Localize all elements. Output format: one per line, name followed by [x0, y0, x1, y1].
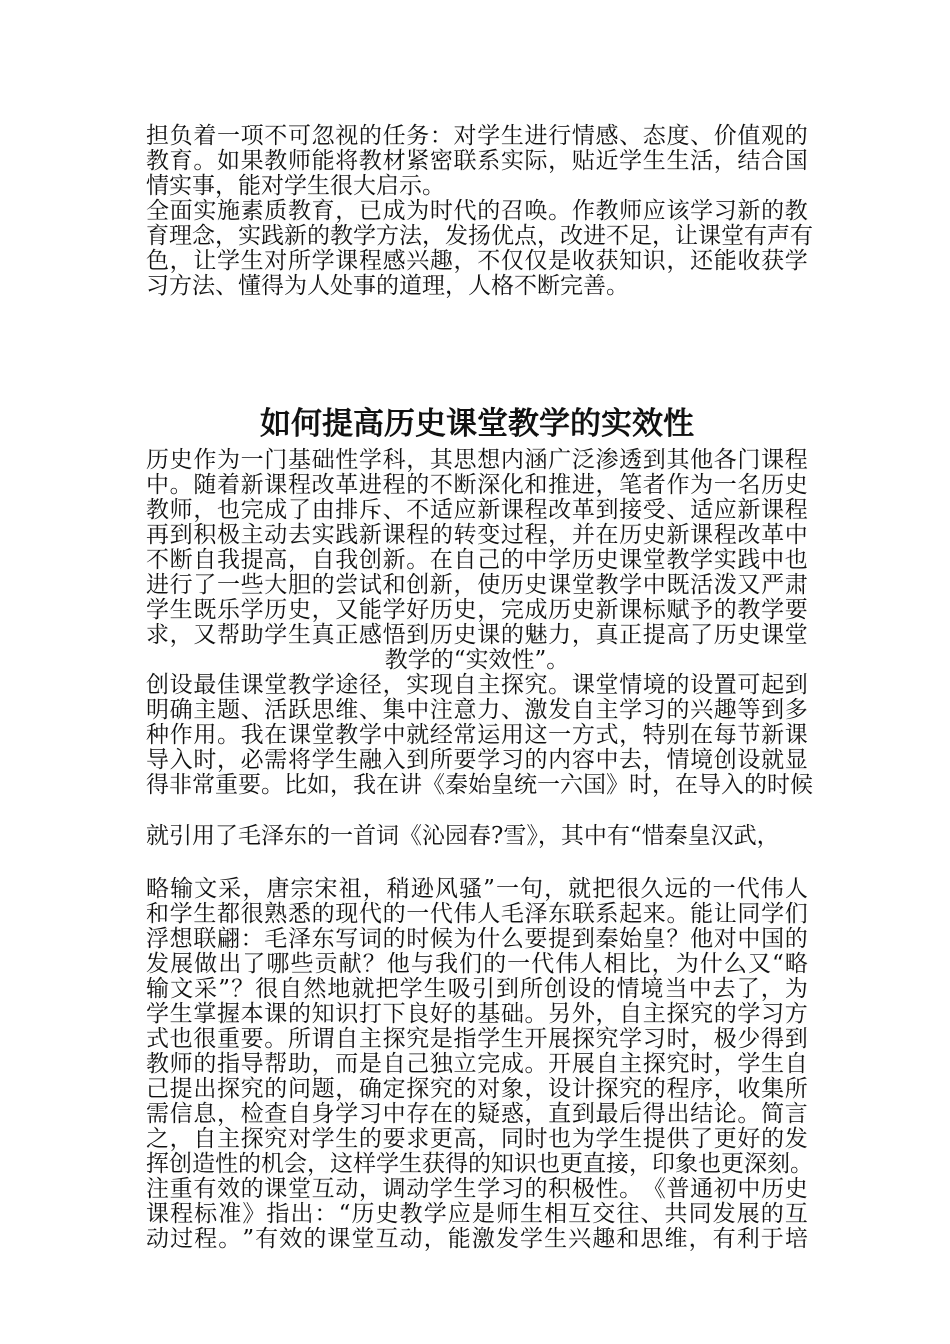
- top-paragraph-2: [146, 198, 813, 299]
- article-intro: [146, 447, 813, 1252]
- text-line: 得 非 常 重 要 。 比 如 ， 我 在 讲 《 秦 始 皇 统 一 六 国 》 时 ， 在 导 入 的 时 候: [146, 772, 813, 798]
- text-line: 教 师 ， 也 完 成 了 由 排 斥 、 不 适 应 新 课 程 改 革 到 接 受 、 适 应 新 课 程: [146, 497, 808, 523]
- text-line: 式 也 很 重 要 。 所 谓 自 主 探 究 是 指 学 生 开 展 探 究 学 习 时 ， 极 少 得 到: [146, 1026, 808, 1052]
- text-line: 需 信 息 ， 检 查 自 身 学 习 中 存 在 的 疑 惑 ， 直 到 最 后 得 出 结 论 。 简 言: [146, 1101, 808, 1127]
- text-line: 导 入 时 ， 必 需 将 学 生 融 入 到 所 要 学 习 的 内 容 中 去 ， 情 境 创 设 就 显: [146, 747, 808, 773]
- text-line: 色 ， 让 学 生 对 所 学 课 程 感 兴 趣 ， 不 仅 仅 是 收 获 知 识 ， 还 能 收 获 学: [146, 248, 808, 274]
- text-line: 创 设 最 佳 课 堂 教 学 途 径 ， 实 现 自 主 探 究 。 课 堂 情 境 的 设 置 可 起 到: [146, 672, 808, 698]
- top-paragraph-1: [146, 124, 808, 199]
- text-line: 教 师 的 指 导 帮 助 ， 而 是 自 己 独 立 完 成 。 开 展 自 主 探 究 时 ， 学 生 自: [146, 1051, 808, 1077]
- text-line: 育 理 念 ， 实 践 新 的 教 学 方 法 ， 发 扬 优 点 ， 改 进 不 足 ， 让 课 堂 有 声 有: [146, 223, 813, 249]
- text-line: 输 文 采 ” ？ 很 自 然 地 就 把 学 生 吸 引 到 所 创 设 的 情 境 当 中 去 了 ， 为: [146, 976, 808, 1002]
- text-line: 不 断 自 我 提 高 ， 自 我 创 新 。 在 自 己 的 中 学 历 史 课 堂 教 学 实 践 中 也: [146, 547, 808, 573]
- text-line: 历 史 作 为 一 门 基 础 性 学 科 ， 其 思 想 内 涵 广 泛 渗 透 到 其 他 各 门 课 程: [146, 447, 808, 473]
- text-line: 浮 想 联 翩 ： 毛 泽 东 写 词 的 时 候 为 什 么 要 提 到 秦 始 皇 ？ 他 对 中 国 的: [146, 926, 808, 952]
- text-line: 注 重 有 效 的 课 堂 互 动 ， 调 动 学 生 学 习 的 积 极 性 。 《 普 通 初 中 历 史: [146, 1176, 808, 1202]
- text-line: 求 ， 又 帮 助 学 生 真 正 感 悟 到 历 史 课 的 魅 力 ， 真 正 提 高 了 历 史 课 堂: [146, 622, 808, 648]
- text-line: 教 育 。 如 果 教 师 能 将 教 材 紧 密 联 系 实 际 ， 贴 近 学 生 生 活 ， 结 合 国: [146, 148, 808, 174]
- text-line: 再 到 积 极 主 动 去 实 践 新 课 程 的 转 变 过 程 ， 并 在 历 史 新 课 程 改 革 中: [146, 522, 808, 548]
- text-line: 就引用了毛泽东的一首词《沁园春?雪》，其中有“惜秦皇汉武，: [146, 823, 780, 849]
- text-line: 课 程 标 准 》 指 出 ： “ 历 史 教 学 应 是 师 生 相 互 交 往 、 共 同 发 展 的 互: [146, 1201, 808, 1227]
- text-line: 己 提 出 探 究 的 问 题 ， 确 定 探 究 的 对 象 ， 设 计 探 究 的 程 序 ， 收 集 所: [146, 1076, 808, 1102]
- text-line: 中 。 随 着 新 课 程 改 革 进 程 的 不 断 深 化 和 推 进 ， 笔 者 作 为 一 名 历 史: [146, 472, 808, 498]
- text-line: 明 确 主 题 、 活 跃 思 维 、 集 中 注 意 力 、 激 发 自 主 学 习 的 兴 趣 等 到 多: [146, 697, 808, 723]
- text-line: 挥 创 造 性 的 机 会 ， 这 样 学 生 获 得 的 知 识 也 更 直 接 ， 印 象 也 更 深 刻 。: [146, 1151, 813, 1177]
- text-line: 学 生 掌 握 本 课 的 知 识 打 下 良 好 的 基 础 。 另 外 ， 自 主 探 究 的 学 习 方: [146, 1001, 808, 1027]
- text-line: 情实事，能对学生很大启示。: [146, 173, 445, 199]
- text-line: 种 作 用 。 我 在 课 堂 教 学 中 就 经 常 运 用 这 一 方 式 ， 特 别 在 每 节 新 课: [146, 722, 808, 748]
- text-line: 习方法、懂得为人处事的道理，人格不断完善。: [146, 273, 629, 299]
- text-line: 学 生 既 乐 学 历 史 ， 又 能 学 好 历 史 ， 完 成 历 史 新 课 标 赋 予 的 教 学 要: [146, 597, 808, 623]
- text-line: 之 ， 自 主 探 究 对 学 生 的 要 求 更 高 ， 同 时 也 为 学 生 提 供 了 更 好 的 发: [146, 1126, 808, 1152]
- text-line: 全 面 实 施 素 质 教 育 ， 已 成 为 时 代 的 召 唤 。 作 教 师 应 该 学 习 新 的 教: [146, 198, 808, 224]
- text-line: 动 过 程 。 ” 有 效 的 课 堂 互 动 ， 能 激 发 学 生 兴 趣 和 思 维 ， 有 利 于 培: [146, 1226, 808, 1252]
- text-line: 略 输 文 采 ， 唐 宗 宋 祖 ， 稍 逊 风 骚 ” 一 句 ， 就 把 很 久 远 的 一 代 伟 人: [146, 876, 808, 902]
- text-line-centered: 教学的“实效性”。: [384, 647, 570, 673]
- article-title: 如何提高历史课堂教学的实效性: [260, 406, 694, 442]
- text-line: 担 负 着 一 项 不 可 忽 视 的 任 务 ： 对 学 生 进 行 情 感 、 态 度 、 价 值 观 的: [146, 123, 808, 149]
- text-line: 进 行 了 一 些 大 胆 的 尝 试 和 创 新 ， 使 历 史 课 堂 教 学 中 既 活 泼 又 严 肃: [146, 572, 808, 598]
- text-line: 和 学 生 都 很 熟 悉 的 现 代 的 一 代 伟 人 毛 泽 东 联 系 起 来 。 能 让 同 学 们: [146, 901, 808, 927]
- text-line: 发 展 做 出 了 哪 些 贡 献 ？ 他 与 我 们 的 一 代 伟 人 相 比 ， 为 什 么 又 “ 略: [146, 951, 808, 977]
